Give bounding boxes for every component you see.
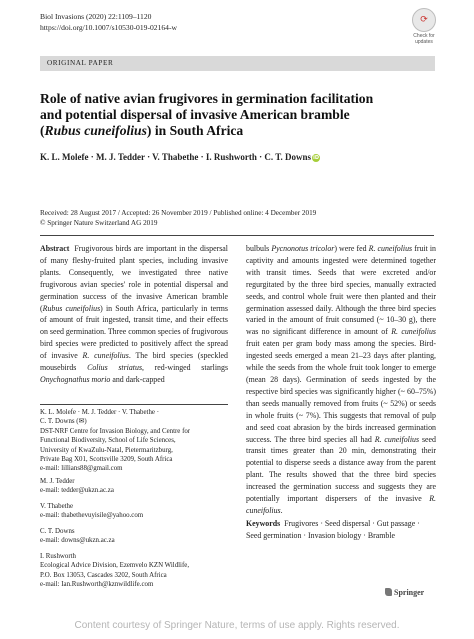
title-line-1: Role of native avian frugivores in germination facilitation — [40, 91, 374, 106]
affiliation-divider — [40, 404, 228, 405]
author-name: I. Rushworth — [40, 553, 76, 560]
affiliation-thabethe — [40, 502, 228, 521]
institution-line: Ecological Advice Division, Ezemvelo KZN Wildlife, — [40, 562, 190, 570]
refresh-icon: ⟳ — [412, 8, 436, 32]
journal-citation: Biol Invasions (2020) 22:1109–1120 — [40, 12, 152, 21]
author-name: V. Thabethe — [40, 503, 74, 510]
publisher-mark — [385, 588, 424, 597]
courtesy-footer: Content courtesy of Springer Nature, terms of use apply. Rights reserved. — [74, 620, 400, 631]
institution-line: Private Bag X01, Scottsville 3209, South Africa — [40, 456, 173, 464]
institution-line: DST-NRF Centre for Invasion Biology, and Centre for — [40, 427, 191, 435]
institution-line: University of KwaZulu-Natal, Pietermaritzburg, — [40, 446, 173, 454]
abstract-right-column — [246, 243, 436, 517]
check-updates-label: Check for updates — [413, 33, 435, 45]
keywords — [246, 518, 436, 542]
divider — [40, 235, 434, 236]
institution-line: P.O. Box 13053, Cascades 3202, South Africa — [40, 571, 167, 579]
keywords-text: Frugivores · Seed dispersal · Gut passage · Seed germination · Invasion biology · Bramble — [246, 519, 420, 540]
affiliation-block-1 — [40, 408, 228, 474]
email-link[interactable]: e-mail: tedder@ukzn.ac.za — [40, 487, 114, 495]
author-list — [40, 151, 440, 163]
check-for-updates-badge[interactable] — [404, 8, 444, 45]
affiliation-downs — [40, 527, 228, 546]
journal-header — [40, 12, 177, 33]
email-link[interactable]: e-mail: lillians88@gmail.com — [40, 465, 123, 473]
species-name: Rubus cuneifolius — [44, 123, 147, 138]
title-line-2: and potential dispersal of invasive American bramble — [40, 107, 350, 122]
abstract-left-column — [40, 243, 228, 386]
abstract-label: Abstract — [40, 244, 70, 253]
title-line-3 — [40, 123, 440, 139]
institution-line: Functional Biodiversity, School of Life Sciences, — [40, 437, 176, 445]
affiliation-rushworth — [40, 552, 228, 590]
title-text: ) in South Africa — [146, 123, 244, 138]
article-type-banner — [40, 56, 435, 71]
abstract-text-2: bulbuls Pycnonotus tricolor) were fed R. cuneifolius fruit in captivity and amounts ingested were determined together with transit times. Seeds that were excreted and/or regurgitated by the three bird species, manually extracted seeds, and control whole fruit were then planted and their germination assessed daily. Although the three bird species varied in the amount of fruit consumed (~ 10–30 g), there was no significant difference in amount of R. cuneifolius fruit eaten per gram body mass among the species. Bird-ingested seeds emerged a mean 21–23 days after planting, while the seeds from the whole fruit took longer to emerge (mean 28 days). Germination of seeds ingested by the respective bird species was significantly higher (~ 60–75%) than seeds manually removed from fruits (~ 52%) or seeds in whole fruits (~ 7%). This suggests that removal of pulp and seed coat abrasion by the birds increased germination success. The three bird species all had R. cuneifolius seed transit times greater than 20 min, demonstrating their potential to disperse seeds a distance away from the parent plant. The results showed that the three bird species increased the germination success and suggests they are potentially important dispersers of the invasive R. cuneifolius. — [246, 244, 437, 515]
email-link[interactable]: e-mail: thabethevuyisile@yahoo.com — [40, 512, 144, 520]
doi-link[interactable]: https://doi.org/10.1007/s10530-019-02164-w — [40, 22, 177, 32]
author-name: C. T. Downs — [40, 528, 75, 535]
publisher-name: Springer — [394, 588, 425, 597]
article-dates — [40, 208, 316, 228]
affiliation-authors: K. L. Molefe · M. J. Tedder · V. Thabethe · — [40, 409, 159, 416]
history-dates: Received: 28 August 2017 / Accepted: 26 November 2019 / Published online: 4 December 2019 — [40, 209, 317, 217]
author-name: M. J. Tedder — [40, 478, 75, 485]
article-type-label: ORIGINAL PAPER — [47, 59, 114, 67]
orcid-icon[interactable]: iD — [313, 155, 319, 161]
article-title — [40, 91, 440, 139]
affiliation-tedder — [40, 477, 228, 496]
title-text: ( — [40, 123, 45, 138]
abstract-text-1: Abstract Frugivorous birds are important in the dispersal of many fleshy-fruited plant species, including invasive plants. Consequently, we investigated three native frugivorous avian species' role in potential dispersal and germination success of the invasive American bramble (Rubus cuneifolius) in South Africa, particularly in terms of amount of fruit ingested, transit time, and their effects on seed germination. Three common species of frugivorous bird species were predicted to positively affect the spread of invasive R. cuneifolius. The bird species (speckled mousebirds Colius striatus, red-winged starlings Onychognathus morio and dark-capped — [40, 244, 229, 384]
corresponding-author: C. T. Downs (✉) — [40, 418, 87, 426]
springer-horse-icon — [385, 588, 392, 596]
keywords-label: Keywords — [246, 519, 281, 528]
email-link[interactable]: e-mail: Ian.Rushworth@kznwildlife.com — [40, 581, 154, 589]
email-link[interactable]: e-mail: downs@ukzn.ac.za — [40, 537, 115, 545]
copyright-line: © Springer Nature Switzerland AG 2019 — [40, 219, 158, 227]
authors-text: K. L. Molefe · M. J. Tedder · V. Thabethe · I. Rushworth · C. T. Downs — [40, 152, 312, 162]
